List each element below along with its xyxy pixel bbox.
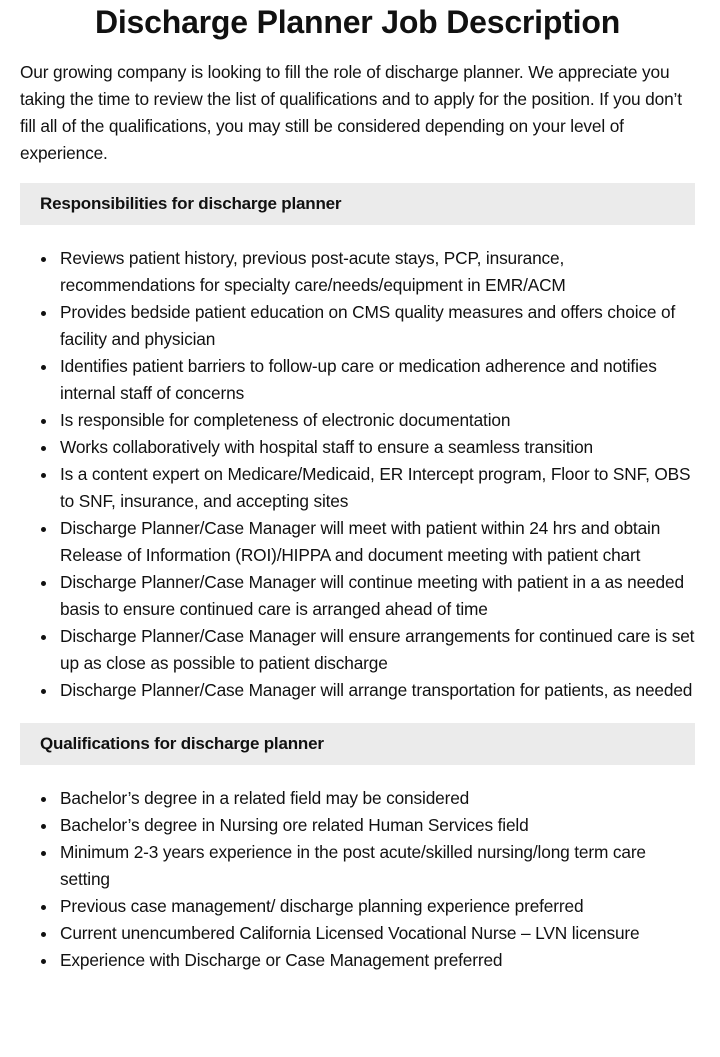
- responsibilities-heading: Responsibilities for discharge planner: [40, 194, 342, 213]
- responsibilities-header: [20, 183, 695, 225]
- list-item: Works collaboratively with hospital staff to ensure a seamless transition: [20, 434, 695, 461]
- list-item: Experience with Discharge or Case Management preferred: [20, 947, 695, 974]
- list-item: Bachelor’s degree in a related field may be considered: [20, 785, 695, 812]
- list-item: Is responsible for completeness of electronic documentation: [20, 407, 695, 434]
- list-item: Bachelor’s degree in Nursing ore related Human Services field: [20, 812, 695, 839]
- qualifications-heading: Qualifications for discharge planner: [40, 734, 324, 753]
- qualifications-list: [20, 785, 695, 974]
- list-item: Identifies patient barriers to follow-up care or medication adherence and notifies internal staff of concerns: [20, 353, 695, 407]
- intro-paragraph: Our growing company is looking to fill the role of discharge planner. We appreciate you taking the time to review the list of qualifications and to apply for the position. If you don’t fill all of the qualifications, you may still be considered depending on your level of experience.: [20, 62, 682, 163]
- list-item: Is a content expert on Medicare/Medicaid, ER Intercept program, Floor to SNF, OBS to SNF, insurance, and accepting sites: [20, 461, 695, 515]
- list-item: Current unencumbered California Licensed Vocational Nurse – LVN licensure: [20, 920, 695, 947]
- list-item: Discharge Planner/Case Manager will arrange transportation for patients, as needed: [20, 677, 695, 704]
- list-item: Minimum 2-3 years experience in the post acute/skilled nursing/long term care setting: [20, 839, 695, 893]
- list-item: Previous case management/ discharge planning experience preferred: [20, 893, 695, 920]
- list-item: Provides bedside patient education on CMS quality measures and offers choice of facility and physician: [20, 299, 695, 353]
- qualifications-header: [20, 723, 695, 765]
- list-item: Discharge Planner/Case Manager will continue meeting with patient in a as needed basis to ensure continued care is arranged ahead of time: [20, 569, 695, 623]
- list-item: Reviews patient history, previous post-acute stays, PCP, insurance, recommendations for specialty care/needs/equipment in EMR/ACM: [20, 245, 695, 299]
- list-item: Discharge Planner/Case Manager will ensure arrangements for continued care is set up as close as possible to patient discharge: [20, 623, 695, 677]
- page-title: Discharge Planner Job Description: [94, 4, 621, 40]
- responsibilities-list: [20, 245, 695, 704]
- list-item: Discharge Planner/Case Manager will meet with patient within 24 hrs and obtain Release of Information (ROI)/HIPPA and document meeting with patient chart: [20, 515, 695, 569]
